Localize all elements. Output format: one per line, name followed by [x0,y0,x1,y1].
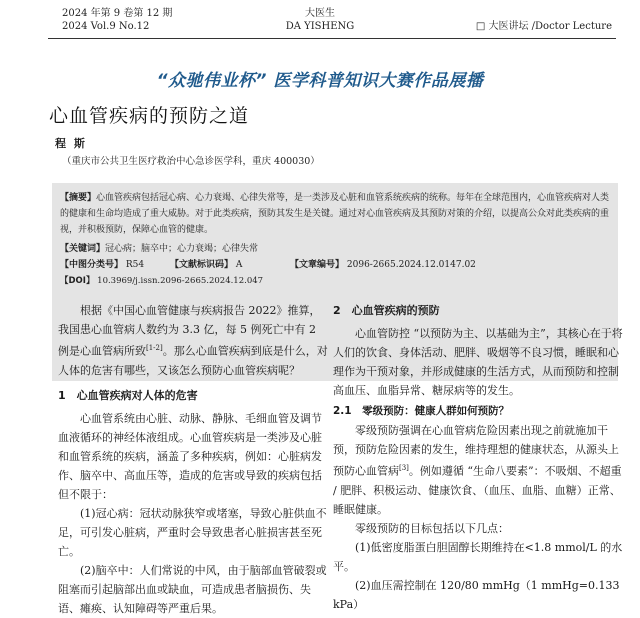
article-no-field [290,257,476,270]
zero-prevention-text-tail: 。例如遵循 “生命八要素”：不吸烟、不超重 / 肥胖、积极运动、健康饮食、（血压、血脂、血糖）正常、睡眠健康。 [333,464,622,516]
clc-value: R54 [125,260,145,270]
left-column [58,301,328,618]
abstract [60,190,610,238]
issue-info-en: 2024 Vol.9 No.12 [62,21,150,32]
zero-prevention-text: 零级预防强调在心血管病危险因素出现之前就施加干预，预防危险因素的发生，维持理想的健康状态，从源头上预防心血管病 [333,424,619,478]
clc-field [60,257,144,270]
author-affiliation: （重庆市公共卫生医疗救治中心急诊医学科，重庆 400030） [62,156,320,167]
article-author: 程 斯 [55,137,87,150]
keywords-label: 【关键词】 [60,244,106,254]
article-title: 心血管疾病的预防之道 [49,105,250,127]
column-name: □ 大医讲坛 /Doctor Lecture [475,21,612,32]
stroke-paragraph: (2)脑卒中：人们常说的中风，由于脑部血管破裂或阻塞而引起脑部出血或缺血，可造成患者脑损伤、失语、瘫痪、认知障碍等严重后果。 [58,563,327,615]
right-column [333,301,623,614]
intro-text-tail: 。那么心血管疾病到底是什么，对人体的危害有哪些，又该怎么预防心血管疾病呢？ [58,344,328,377]
coronary-disease-paragraph: (1)冠心病：冠状动脉狭窄或堵塞，导致心脏供血不足，可引发心脏病，严重时会导致患者心脏损害甚至死亡。 [58,506,327,558]
doccode-value: A [235,260,243,270]
section-1-heading: 1 心血管疾病对人体的危害 [58,388,198,402]
keywords [60,241,258,254]
doi-value: 10.3969/j.issn.2096-2665.2024.12.047 [97,276,264,286]
intro-text: 根据《中国心血管健康与疾病报告 2022》推算，我国患心血管病人数约为 3.3 亿，每 5 例死亡中有 2 例是心血管病所致 [58,304,321,358]
goals-intro: 零级预防的目标包括以下几点： [355,521,509,535]
keywords-value: 冠心病；脑卒中；心力衰竭；心律失常 [105,244,259,254]
zero-prevention-citation: [3] [399,464,409,472]
intro-paragraph [58,301,328,380]
intro-citation: [1-2] [146,344,163,352]
doccode-label: 【文献标识码】 [170,260,234,270]
article-no-value: 2096-2665.2024.12.0147.02 [346,260,476,270]
section-2-1-heading: 2.1 零级预防：健康人群如何预防？ [333,405,510,417]
doi [60,274,263,286]
section-2-heading: 2 心血管疾病的预防 [333,304,440,317]
doccode-field [170,257,242,270]
issue-info-cn: 2024 年第 9 卷第 12 期 [62,8,173,19]
journal-name-cn: 大医生 [305,8,335,19]
goal-ldl: (1)低密度脂蛋白胆固醇长期维持在<1.8 mmol/L 的水平。 [333,540,623,573]
contest-banner: “众驰伟业杯” 医学科普知识大赛作品展播 [156,71,484,91]
doi-label: 【DOI】 [60,276,95,286]
section-1-paragraph: 心血管系统由心脏、动脉、静脉、毛细血管及调节血液循环的神经体液组成。心血管疾病是一类涉及心脏和血管系统的疾病，涵盖了多种疾病，例如：心脏病发作、脑卒中、高血压等，造成的危害或导致的疾病包括但不限于： [58,411,322,501]
section-2-paragraph: 心血管防控 “以预防为主、以基础为主”，其核心在于将人们的饮食、身体活动、肥胖、吸烟等不良习惯，睡眠和心理作为干预对象，并形成健康的生活方式，从而预防和控制高血压、血脂异常、糖尿病等的发生。 [333,327,623,397]
journal-name-en: DA YISHENG [285,21,355,32]
abstract-label: 【摘要】 [60,193,97,203]
article-no-label: 【文章编号】 [290,260,345,270]
goal-blood-pressure: (2)血压需控制在 120/80 mmHg（1 mmHg=0.133 kPa） [333,578,620,611]
abstract-text: 心血管疾病包括冠心病、心力衰竭、心律失常等，是一类涉及心脏和血管系统疾病的统称。每年在全球范围内，心血管疾病对人类的健康和生命均造成了重大威胁。对于此类疾病，预防其发生是关键。通过对心血管疾病及其预防对策的介绍，以提高公众对此类疾病的重视，并积极预防，保障心血管的健康。 [60,193,610,235]
zero-prevention-paragraph [333,421,623,519]
header-divider [48,38,616,39]
clc-label: 【中图分类号】 [60,260,124,270]
